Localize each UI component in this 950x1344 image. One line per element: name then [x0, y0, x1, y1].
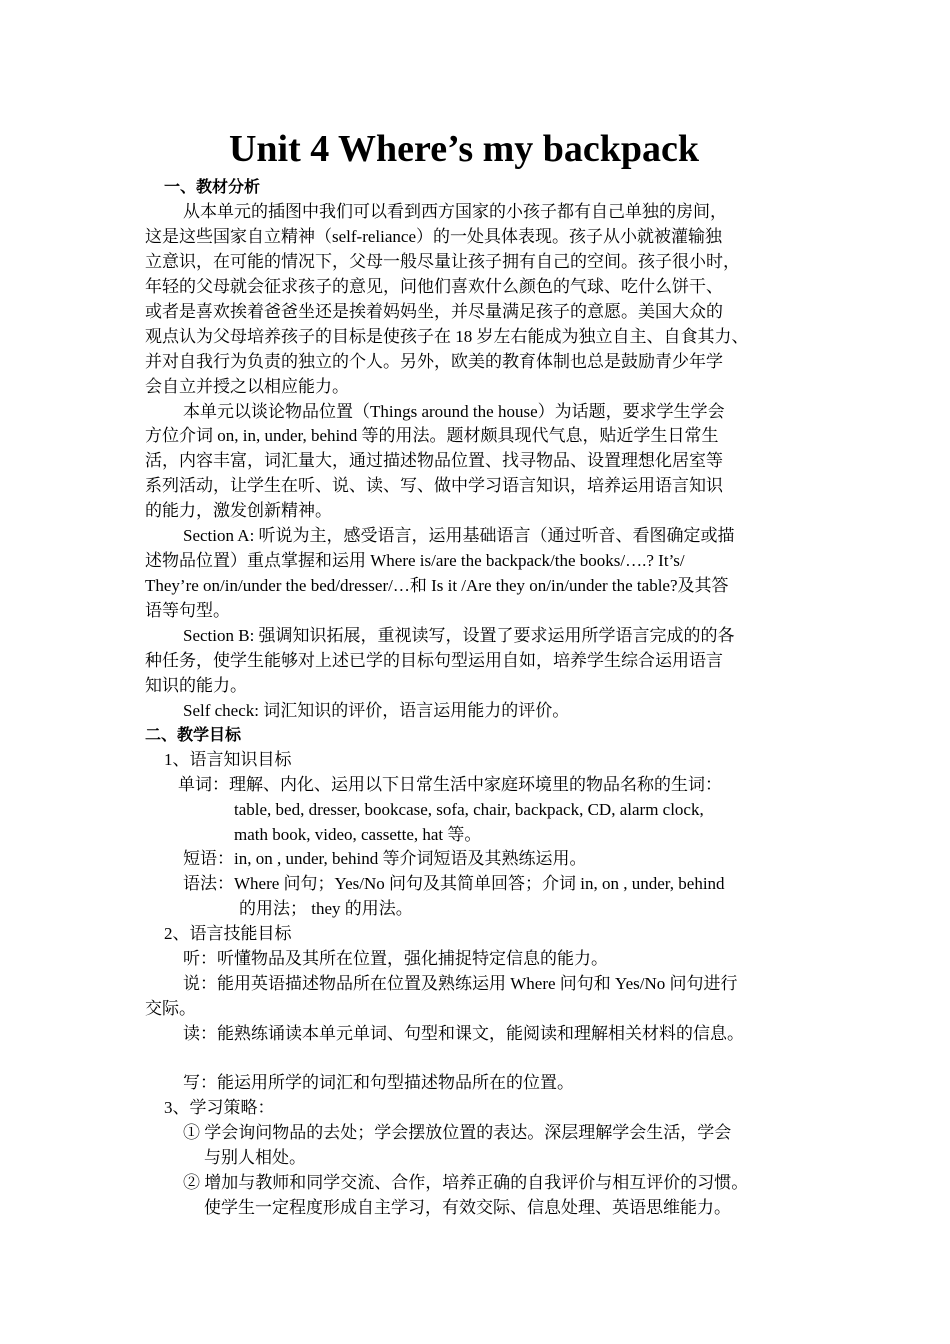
paragraph-line: 写：能运用所学的词汇和句型描述物品所在的位置。 [183, 1073, 574, 1092]
paragraph-line: 述物品位置）重点掌握和运用 Where is/are the backpack/the books/….? It’s/ [145, 551, 685, 570]
subsection-heading: 1、语言知识目标 [164, 750, 292, 769]
document-title: Unit 4 Where’s my backpack [228, 128, 700, 170]
paragraph-line: 活，内容丰富，词汇量大，通过描述物品位置、找寻物品、设置理想化居室等 [145, 451, 723, 470]
paragraph-line: 会自立并授之以相应能力。 [145, 377, 349, 396]
paragraph-line: 从本单元的插图中我们可以看到西方国家的小孩子都有自己单独的房间， [183, 202, 727, 221]
list-item: ① 学会询问物品的去处；学会摆放位置的表达。深层理解学会生活，学会 [183, 1123, 732, 1142]
paragraph-line: 短语：in, on , under, behind 等介词短语及其熟练运用。 [183, 849, 587, 868]
list-item: ② 增加与教师和同学交流、合作，培养正确的自我评价与相互评价的习惯。 [183, 1173, 749, 1192]
paragraph-line: math book, video, cassette, hat 等。 [234, 825, 482, 844]
paragraph-line: 本单元以谈论物品位置（Things around the house）为话题，要求学生学会 [183, 402, 725, 421]
section-heading-analysis: 一、教材分析 [164, 177, 261, 196]
paragraph-line: Section B: 强调知识拓展，重视读写，设置了要求运用所学语言完成的的各 [183, 626, 735, 645]
paragraph-line: 系列活动，让学生在听、说、读、写、做中学习语言知识，培养运用语言知识 [145, 476, 723, 495]
paragraph-line: 交际。 [145, 999, 196, 1018]
paragraph-line: 或者是喜欢挨着爸爸坐还是挨着妈妈坐，并尽量满足孩子的意愿。美国大众的 [145, 302, 723, 321]
paragraph-line: They’re on/in/under the bed/dresser/…和 Is it /Are they on/in/under the table?及其答 [145, 576, 729, 595]
paragraph-line: 的能力，激发创新精神。 [145, 501, 332, 520]
subsection-heading: 2、语言技能目标 [164, 924, 292, 943]
paragraph-line: 语法：Where 问句；Yes/No 问句及其简单回答；介词 in, on , under, behind [183, 874, 725, 893]
paragraph-line: 的用法； they 的用法。 [239, 899, 413, 918]
paragraph-line: 知识的能力。 [145, 676, 247, 695]
paragraph-line: 种任务，使学生能够对上述已学的目标句型运用自如，培养学生综合运用语言 [145, 651, 723, 670]
paragraph-line: 单词：理解、内化、运用以下日常生活中家庭环境里的物品名称的生词： [178, 775, 722, 794]
paragraph-line: 这是这些国家自立精神（self-reliance）的一处具体表现。孩子从小就被灌输独 [145, 227, 722, 246]
paragraph-line: table, bed, dresser, bookcase, sofa, chair, backpack, CD, alarm clock, [234, 800, 704, 819]
paragraph-line: 年轻的父母就会征求孩子的意见，问他们喜欢什么颜色的气球、吃什么饼干、 [145, 277, 723, 296]
subsection-heading: 3、学习策略： [164, 1098, 275, 1117]
list-item: 与别人相处。 [204, 1148, 306, 1167]
paragraph-line: 语等句型。 [145, 601, 230, 620]
paragraph-line: Section A: 听说为主，感受语言，运用基础语言（通过听音、看图确定或描 [183, 526, 735, 545]
paragraph-line: 方位介词 on, in, under, behind 等的用法。题材颇具现代气息，贴近学生日常生 [145, 426, 719, 445]
paragraph-line: 立意识，在可能的情况下，父母一般尽量让孩子拥有自己的空间。孩子很小时， [145, 252, 740, 271]
paragraph-line: 听：听懂物品及其所在位置，强化捕捉特定信息的能力。 [183, 949, 608, 968]
paragraph-line: 观点认为父母培养孩子的目标是使孩子在 18 岁左右能成为独立自主、自食其力、 [145, 327, 749, 346]
paragraph-line: 读：能熟练诵读本单元单词、句型和课文，能阅读和理解相关材料的信息。 [183, 1024, 744, 1043]
paragraph-line: 说：能用英语描述物品所在位置及熟练运用 Where 问句和 Yes/No 问句进行 [183, 974, 738, 993]
paragraph-line: Self check: 词汇知识的评价，语言运用能力的评价。 [183, 701, 570, 720]
list-item: 使学生一定程度形成自主学习，有效交际、信息处理、英语思维能力。 [204, 1198, 731, 1217]
section-heading-objectives: 二、教学目标 [145, 725, 242, 744]
paragraph-line: 并对自我行为负责的独立的个人。另外，欧美的教育体制也总是鼓励青少年学 [145, 352, 723, 371]
